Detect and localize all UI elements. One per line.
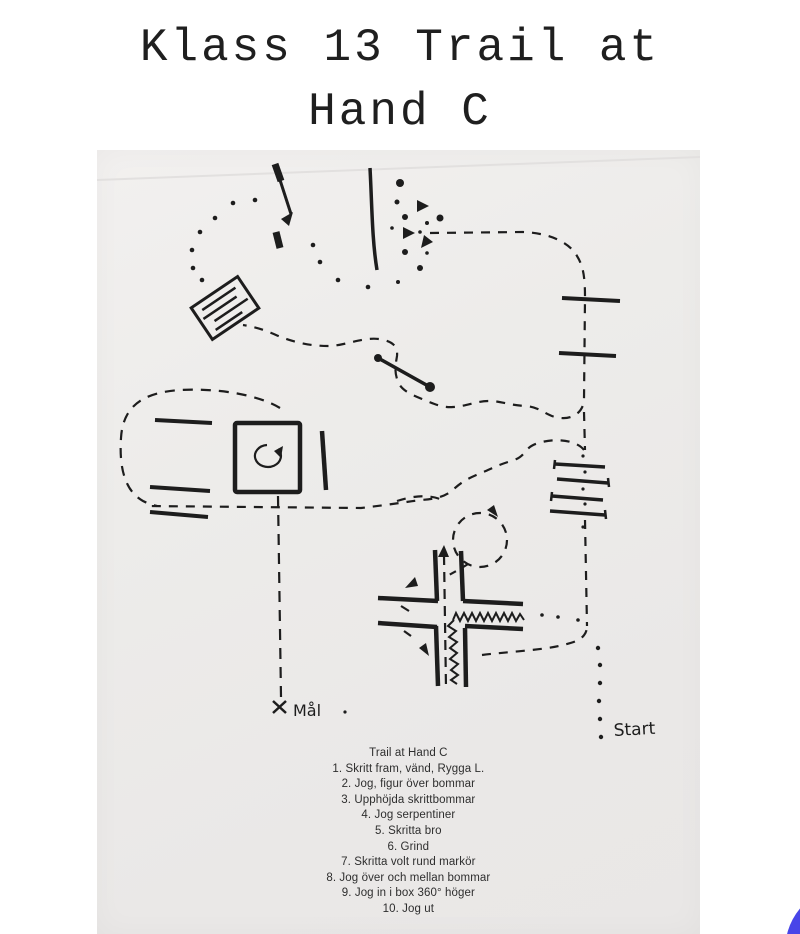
box-360-obstacle bbox=[235, 423, 300, 492]
direction-arrows bbox=[405, 505, 498, 656]
start-label: Start bbox=[613, 718, 656, 741]
box-side-bar bbox=[322, 431, 326, 490]
title-line-1: Klass 13 Trail at bbox=[139, 22, 661, 74]
jog-poles bbox=[559, 298, 620, 356]
course-item: 3. Upphöjda skrittbommar bbox=[341, 793, 476, 806]
start-dotted-path bbox=[596, 646, 603, 739]
fence-line bbox=[370, 168, 377, 270]
goal-label: Mål bbox=[293, 701, 322, 720]
goal-marker bbox=[273, 701, 347, 720]
arrow-up-icon bbox=[438, 545, 449, 557]
corridor-cross-obstacle bbox=[378, 550, 580, 687]
course-item: 7. Skritta volt rund markör bbox=[341, 856, 476, 869]
gate-obstacle bbox=[275, 164, 293, 248]
zigzag-horizontal bbox=[453, 613, 524, 621]
course-item: 1. Skritt fram, vänd, Rygga L. bbox=[332, 762, 485, 775]
loop-bars bbox=[150, 420, 212, 517]
course-item: 10. Jog ut bbox=[382, 902, 435, 915]
course-item: 5. Skritta bro bbox=[375, 824, 442, 837]
zigzag-vertical bbox=[448, 620, 458, 684]
bridge-obstacle bbox=[191, 277, 259, 340]
course-list bbox=[326, 746, 490, 918]
arrow-down-left-icon bbox=[405, 577, 418, 588]
arrow-down-right-icon bbox=[419, 643, 429, 656]
course-item: 6. Grind bbox=[387, 840, 430, 853]
course-item: 9. Jog in i box 360° höger bbox=[341, 887, 475, 900]
course-item: 2. Jog, figur över bommar bbox=[341, 778, 476, 791]
course-item: 4. Jog serpentiner bbox=[361, 809, 456, 822]
course-item: 8. Jog över och mellan bommar bbox=[326, 871, 491, 884]
circular-arrow-icon bbox=[255, 445, 281, 467]
marker-bar bbox=[374, 354, 435, 392]
marker-cluster bbox=[390, 179, 443, 284]
raised-walk-poles bbox=[550, 454, 609, 528]
paper-crease bbox=[97, 157, 700, 180]
x-mark-icon bbox=[273, 701, 286, 713]
page-title bbox=[0, 16, 800, 144]
floating-action-button[interactable] bbox=[785, 885, 800, 934]
course-list-heading: Trail at Hand C bbox=[369, 747, 448, 759]
title-line-2: Hand C bbox=[308, 86, 492, 138]
trail-map-photo bbox=[97, 150, 700, 934]
